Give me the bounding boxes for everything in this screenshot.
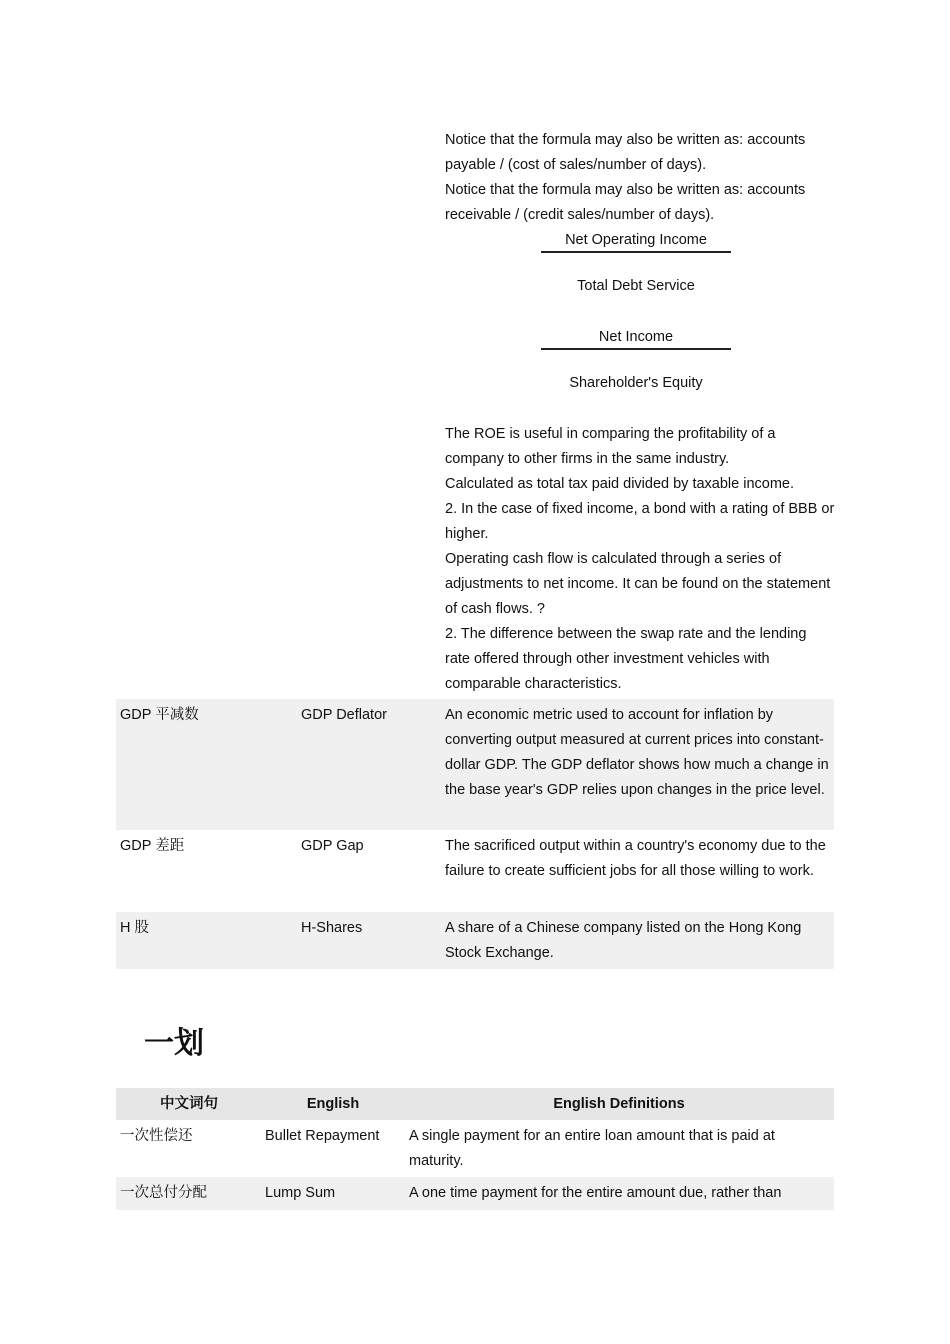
english-term: GDP Gap (301, 838, 364, 854)
table-row (116, 912, 834, 969)
column-header-definition: English Definitions (553, 1096, 685, 1112)
chinese-term: H 股 (120, 920, 149, 936)
definition-paragraph: 2. The difference between the swap rate and the lending rate offered through other investment vehicles with comparable characteristics. (445, 626, 807, 692)
english-term: GDP Deflator (301, 707, 387, 723)
fraction-bar (541, 348, 731, 350)
definition-paragraph: Notice that the formula may also be written as: accounts receivable / (credit sales/number of days). (445, 182, 806, 223)
formula-roe (540, 326, 732, 394)
lower-definition-text (445, 422, 835, 697)
term-definition: A one time payment for the entire amount due, rather than (409, 1185, 782, 1201)
english-term: H-Shares (301, 920, 363, 936)
column-header-english: English (306, 1096, 360, 1112)
term-definition: The sacrificed output within a country's economy due to the failure to create sufficient jobs for all those willing to work. (445, 838, 826, 879)
term-definition: An economic metric used to account for inflation by converting output measured at current prices into constant-dollar GDP. The GDP deflator shows how much a change in the base year's GDP relies upon changes in the price level. (445, 707, 829, 798)
table-row (116, 1120, 834, 1177)
table-header (116, 1088, 834, 1120)
definition-paragraph: 2. In the case of fixed income, a bond with a rating of BBB or higher. (445, 501, 835, 542)
english-term: Bullet Repayment (265, 1128, 380, 1144)
chinese-term: 一次性偿还 (120, 1128, 193, 1144)
table-row (116, 699, 834, 830)
formula-numerator: Net Operating Income (565, 232, 707, 248)
chinese-term: GDP 差距 (120, 838, 185, 854)
formula-numerator: Net Income (598, 329, 674, 345)
formula-denominator: Shareholder's Equity (569, 375, 703, 391)
definition-paragraph: Calculated as total tax paid divided by taxable income. (445, 476, 795, 492)
term-definition: A share of a Chinese company listed on the Hong Kong Stock Exchange. (445, 920, 802, 961)
chinese-term: 一次总付分配 (120, 1185, 207, 1201)
table-row (116, 1177, 834, 1210)
definition-paragraph: Notice that the formula may also be written as: accounts payable / (cost of sales/number of days). (445, 132, 806, 173)
definition-paragraph: Operating cash flow is calculated through a series of adjustments to net income. It can be found on the statement of cash flows. ? (445, 551, 831, 617)
table-row (116, 830, 834, 912)
formula-denominator: Total Debt Service (577, 278, 695, 294)
section-heading: 一划 (144, 1026, 204, 1061)
upper-definition-text (445, 128, 835, 228)
column-header-chinese: 中文词句 (160, 1096, 218, 1112)
formula-dscr (540, 229, 732, 297)
english-term: Lump Sum (265, 1185, 336, 1201)
fraction-bar (541, 251, 731, 253)
definition-paragraph: The ROE is useful in comparing the profitability of a company to other firms in the same industry. (445, 426, 776, 467)
chinese-term: GDP 平减数 (120, 707, 199, 723)
term-definition: A single payment for an entire loan amount that is paid at maturity. (409, 1128, 775, 1169)
